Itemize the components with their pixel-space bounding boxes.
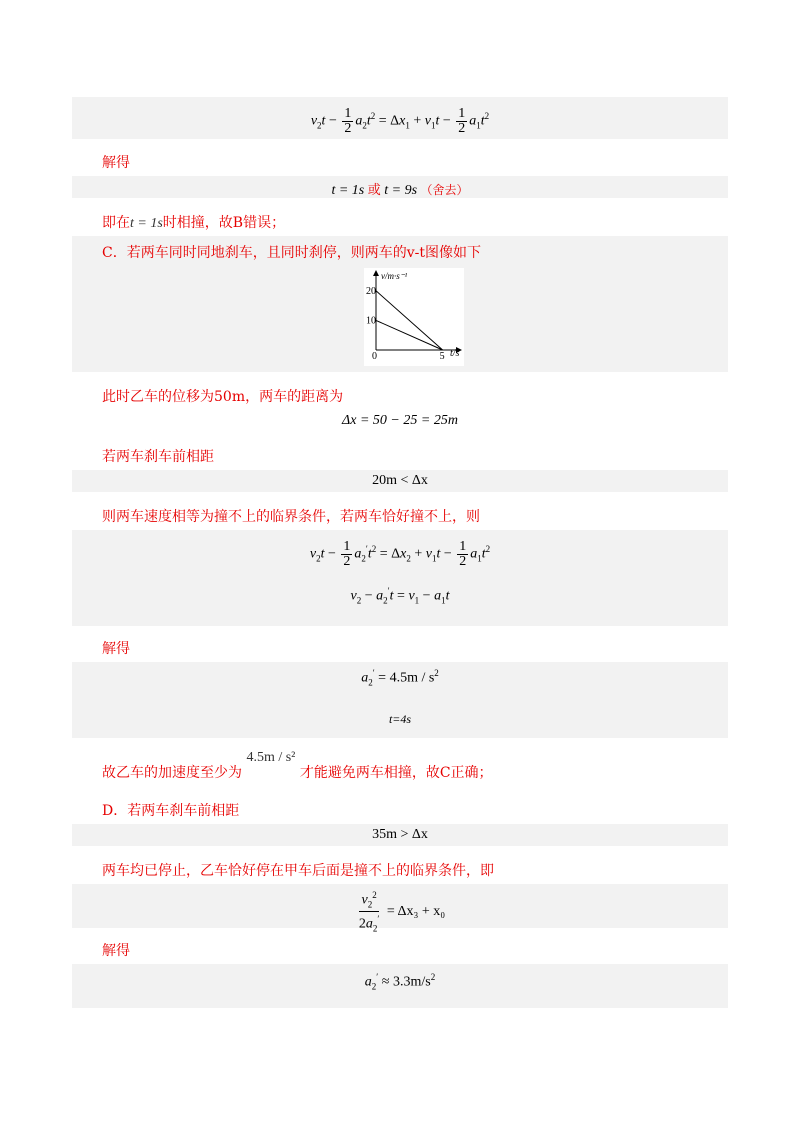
solve-label: 解得 <box>102 943 130 959</box>
equation: 20m < Δx <box>372 473 428 488</box>
x-axis-label: t/s <box>450 348 460 359</box>
equation-block <box>72 662 728 738</box>
y-tick-label: 20 <box>366 285 376 297</box>
critical-text: 则两车速度相等为撞不上的临界条件，若两车恰好撞不上，则 <box>102 509 480 525</box>
option-d-text: D．若两车刹车前相距 <box>102 803 240 819</box>
equation: $a_2' \approx 3.3m/s^2$ <box>364 972 436 992</box>
x-tick-label: 5 <box>439 351 445 362</box>
equation: $v_2t$ − $\frac{1}{2}$ $a_2't^2 = \Delta x_2 + v_1t$ − $\frac{1}{2}$ $a_1t^2$ <box>309 539 491 569</box>
solve-label: 解得 <box>102 641 130 657</box>
equation-block <box>72 97 728 139</box>
equation: $\frac{v_2^2}{2a_2'}$ = Δx₃ + x₀ <box>358 890 446 934</box>
solve-label: 解得 <box>102 155 130 171</box>
conclusion-b: 即在t = 1s时相撞，故B错误； <box>102 215 286 231</box>
equation-block <box>72 176 728 198</box>
y-tick-label: 10 <box>366 315 376 327</box>
equation: t = 1s 或 t = 9s （舍去） <box>331 183 469 198</box>
option-c-text: C．若两车同时同地刹车，且同时刹停，则两车的v-t图像如下 <box>102 245 481 261</box>
distance-text: 若两车刹车前相距 <box>102 449 214 465</box>
y-axis-label: v/m·s⁻¹ <box>381 271 408 281</box>
equation: $a_2' = 4.5m / s^2$ <box>361 668 439 688</box>
equation-block <box>72 824 728 846</box>
vt-chart <box>364 268 464 366</box>
equation-block <box>72 530 728 626</box>
x-tick-label: 0 <box>372 351 377 362</box>
equation-block <box>72 884 728 934</box>
stop-condition-text: 两车均已停止，乙车恰好停在甲车后面是撞不上的临界条件，即 <box>102 863 494 879</box>
conclusion-c: 故乙车的加速度至少为 4.5m / s² 才能避免两车相撞，故C正确； <box>102 750 493 781</box>
equation: 35m > Δx <box>372 827 428 842</box>
equation-block <box>72 964 728 1008</box>
equation-block <box>72 470 728 492</box>
equation: $v_2 - a_2't = v_1 - a_1t$ <box>350 586 450 606</box>
equation: t=4s <box>388 712 412 726</box>
displacement-text: 此时乙车的位移为50m，两车的距离为 <box>102 389 344 405</box>
equation: Δx = 50 − 25 = 25m <box>342 413 458 428</box>
equation: $v_2t$ − $\frac{1}{2}$ $a_2t^2 = \Delta x_1 + v_1t$ − $\frac{1}{2}$ $a_1t^2$ <box>310 106 490 136</box>
